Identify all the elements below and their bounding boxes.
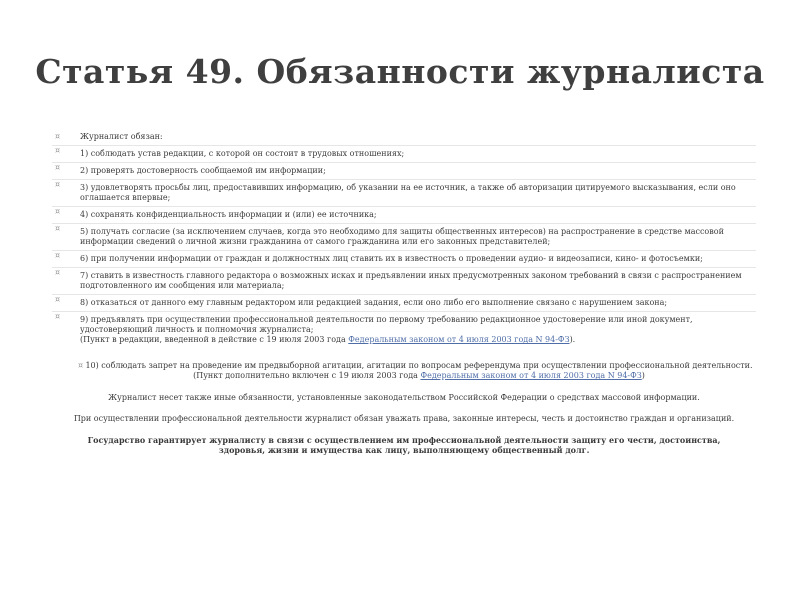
duty-text: 7) ставить в известность главного редактора о возможных исках и предъявлении иных предусмотренных законом требований в связи с распространением подготовленного им сообщения или материала; [80, 271, 742, 290]
duty-text: 4) сохранять конфиденциальность информации и (или) ее источника; [80, 210, 377, 219]
bullet-icon: ¤ [55, 268, 61, 277]
list-item-5 [52, 223, 756, 247]
duty-text: 6) при получении информации от граждан и должностных лиц ставить их в известность о проведении аудио- и видеозаписи, кино- и фотосъемки; [80, 254, 703, 263]
list-item-7 [52, 267, 756, 291]
bullet-icon: ¤ [55, 295, 61, 304]
intro-text: Журналист обязан: [80, 132, 163, 141]
bullet-icon: ¤ [55, 146, 61, 155]
law-link[interactable]: Федеральным законом от 4 июля 2003 года N 94-ФЗ [348, 335, 570, 344]
list-item-1 [52, 145, 756, 159]
article-body [52, 132, 756, 455]
paragraph-other-duties: Журналист несет также иные обязанности, установленные законодательством Российской Федерации о средствах массовой информации. [108, 393, 700, 402]
law-link[interactable]: Федеральным законом от 4 июля 2003 года N 94-ФЗ [420, 371, 642, 380]
list-item-6 [52, 250, 756, 264]
bullet-icon: ¤ [55, 163, 61, 172]
duty-text: 1) соблюдать устав редакции, с которой он состоит в трудовых отношениях; [80, 149, 405, 158]
list-item-3 [52, 179, 756, 203]
bullet-icon: ¤ [55, 132, 61, 141]
list-item-4 [52, 206, 756, 220]
amendment-note-suffix: ). [569, 335, 576, 344]
slide-title: Статья 49. Обязанности журналиста [35, 52, 765, 91]
duty-text: 5) получать согласие (за исключением случаев, когда это необходимо для защиты общественных интересов) на распространение в средстве массовой информации сведений о личной жизни гражданина от самого гражданина или его законных представителей; [80, 227, 724, 246]
paragraph-state-guarantee: Государство гарантирует журналисту в связи с осуществлением им профессиональной деятельности защиту его чести, достоинства, здоровья, жизни и имущества как лицу, выполняющему общественный долг. [87, 435, 721, 455]
list-item-10 [52, 361, 756, 381]
bullet-icon: ¤ [55, 251, 61, 260]
duty-text: 2) проверять достоверность сообщаемой им информации; [80, 166, 326, 175]
paragraph-respect-rights: При осуществлении профессиональной деятельности журналист обязан уважать права, законные интересы, честь и достоинство граждан и организаций. [73, 414, 735, 423]
bullet-icon: ¤ [55, 207, 61, 216]
duty-text: 9) предъявлять при осуществлении профессиональной деятельности по первому требованию редакционное удостоверение или иной документ, удостоверяющий личность и полномочия журналиста; [80, 315, 693, 334]
list-item-8 [52, 294, 756, 308]
duty-text: 10) соблюдать запрет на проведение им предвыборной агитации, агитации по вопросам референдума при осуществлении профессиональной деятельности. [85, 361, 753, 370]
bullet-icon: ¤ [55, 224, 61, 233]
bullet-icon: ¤ [55, 312, 61, 321]
duty-text: 3) удовлетворять просьбы лиц, предоставивших информацию, об указании на ее источник, а также об авторизации цитируемого высказывания, если оно оглашается впервые; [80, 183, 736, 202]
list-item-9 [52, 311, 756, 345]
bullet-icon: ¤ [55, 180, 61, 189]
amendment-note-suffix: ) [641, 371, 645, 380]
duty-text: 8) отказаться от данного ему главным редактором или редакцией задания, если оно либо его выполнение связано с нарушением закона; [80, 298, 668, 307]
amendment-note-prefix: (Пункт дополнительно включен с 19 июля 2003 года [193, 371, 421, 380]
amendment-note-prefix: (Пункт в редакции, введенной в действие с 19 июля 2003 года [80, 335, 349, 344]
bullet-icon: ¤ [78, 361, 84, 370]
list-item-intro [52, 132, 756, 142]
list-item-2 [52, 162, 756, 176]
